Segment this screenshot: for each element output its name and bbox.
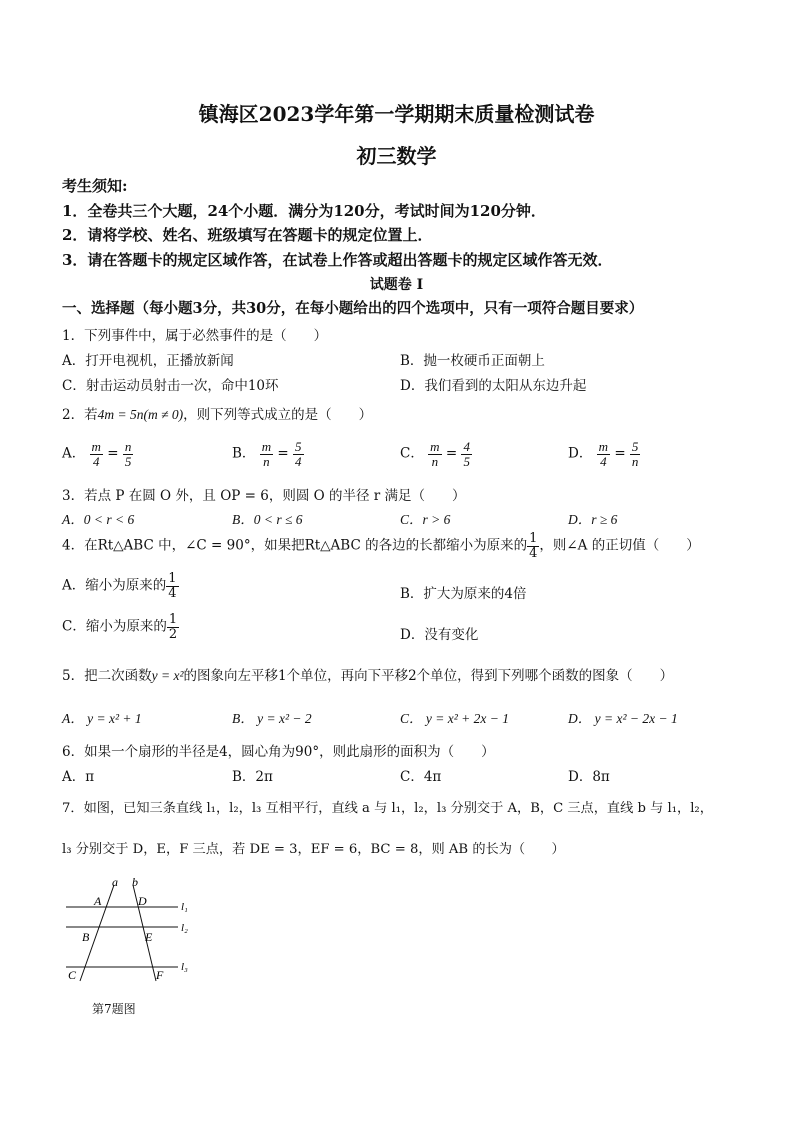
q2-d-right-frac: $\frac{5}{n}$ (631, 439, 639, 469)
label-F: F (156, 968, 164, 982)
q6-option-b: B．2π (232, 769, 273, 785)
q4-stem-post: ，则∠A 的正切值（ ） (539, 537, 700, 554)
q4-option-c-text: C．缩小为原来的 (62, 618, 167, 635)
q2-option-c-label: C． (400, 445, 424, 462)
q5-stem (62, 664, 673, 684)
q3-option-a: A．0 < r < 6 (62, 512, 135, 527)
label-C: C (68, 968, 77, 982)
q2-option-a-label: A． (62, 445, 86, 462)
q2-option-d-label: D． (568, 445, 593, 462)
q2-stem (62, 403, 372, 423)
q2-b-left-frac: $\frac{m}{n}$ (261, 439, 272, 469)
q2-b-right-frac: $\frac{5}{4}$ (295, 439, 302, 469)
q2-stem-pre: 2．若 (62, 407, 98, 423)
q3-option-d: D．r ≥ 6 (568, 512, 618, 527)
q5-option-a: A． y = x² + 1 (62, 711, 142, 726)
q2-c-right-frac: $\frac{4}{5}$ (463, 439, 470, 469)
q6-option-d: D．8π (568, 769, 610, 785)
q2-option-c: C． $\frac{m}{n}$ = $\frac{4}{5}$ (400, 439, 470, 469)
q4-option-a (62, 572, 179, 600)
notice-heading: 考生须知: (62, 177, 128, 195)
q5-stem-pre: 5．把二次函数 (62, 668, 152, 684)
q2-c-left-frac: $\frac{m}{n}$ (430, 439, 440, 469)
q3-stem: 3．若点 P 在圆 O 外，且 OP = 6，则圆 O 的半径 r 满足（ ） (62, 488, 466, 504)
q7-stem-line2: l₃ 分别交于 D，E，F 三点，若 DE = 3，EF = 6，BC = 8，则 AB 的长为（ ） (62, 842, 565, 857)
label-b: b (132, 875, 138, 889)
q4-option-c (62, 613, 179, 641)
label-D: D (138, 894, 147, 908)
q2-d-left-frac: $\frac{m}{4}$ (598, 439, 609, 469)
q6-option-a: A．π (62, 769, 95, 785)
notice-item-1: 1．全卷共三个大题，24个小题．满分为120分，考试时间为120分钟． (62, 202, 546, 220)
q5-option-b: B． y = x² − 2 (232, 711, 312, 726)
label-B: B (82, 930, 90, 944)
paper-label: 试题卷 I (369, 277, 424, 293)
q1-stem: 1．下列事件中，属于必然事件的是（ ） (62, 328, 328, 344)
q2-option-b: B． $\frac{m}{n}$ = $\frac{5}{4}$ (232, 439, 302, 469)
q3-option-b: B．0 < r ≤ 6 (232, 512, 303, 527)
q4-stem-frac: $\frac{1}{4}$ (529, 531, 538, 561)
exam-title: 镇海区2023学年第一学期期末质量检测试卷 (198, 102, 595, 126)
q4-stem-pre: 4．在Rt△ABC 中，∠C = 90°，如果把Rt△ABC 的各边的长都缩小为原来的 (62, 537, 528, 554)
label-l3: l₃ (181, 961, 188, 973)
label-a: a (112, 875, 118, 889)
q6-stem: 6．如果一个扇形的半径是4，圆心角为90°，则此扇形的面积为（ ） (62, 744, 495, 760)
q7-figure (60, 875, 210, 987)
section1-heading: 一、选择题（每小题3分，共30分，在每小题给出的四个选项中，只有一项符合题目要求） (62, 300, 644, 317)
q2-option-d: D． $\frac{m}{4}$ = $\frac{5}{n}$ (568, 439, 639, 469)
q2-a-right-frac: $\frac{n}{5}$ (124, 439, 132, 469)
q5-stem-math: y = x² (151, 668, 184, 683)
q5-option-d: D． y = x² − 2x − 1 (568, 711, 678, 726)
q2-stem-math: 4m = 5n(m ≠ 0) (97, 407, 184, 422)
q4-option-c-frac: $\frac{1}{2}$ (168, 612, 178, 642)
q1-option-b: B．抛一枚硬币正面朝上 (400, 353, 545, 369)
q4-option-a-text: A．缩小为原来的 (62, 577, 167, 594)
q2-stem-post: ，则下列等式成立的是（ ） (183, 407, 373, 423)
label-A: A (94, 894, 102, 908)
q5-option-c: C． y = x² + 2x − 1 (400, 711, 509, 726)
q5-stem-post: 的图象向左平移1个单位，再向下平移2个单位，得到下列哪个函数的图象（ ） (183, 668, 674, 684)
q3-option-c: C．r > 6 (400, 512, 451, 527)
q1-option-a: A．打开电视机，正播放新闻 (62, 353, 234, 369)
label-l2: l₂ (181, 922, 188, 934)
q1-option-c: C．射击运动员射击一次，命中10环 (62, 378, 279, 394)
label-E: E (145, 930, 153, 944)
notice-item-3: 3．请在答题卡的规定区域作答，在试卷上作答或超出答题卡的规定区域作答无效． (62, 251, 613, 269)
q2-option-a: A． $\frac{m}{4}$ = $\frac{n}{5}$ (62, 439, 132, 469)
q7-stem-line1: 7．如图，已知三条直线 l₁，l₂，l₃ 互相平行，直线 a 与 l₁，l₂，l₃ 分别交于 A，B，C 三点，直线 b 与 l₁，l₂， (62, 801, 713, 816)
notice-item-2: 2．请将学校、姓名、班级填写在答题卡的规定位置上． (62, 226, 433, 244)
q7-figure-caption: 第7题图 (92, 1002, 136, 1016)
q4-stem (62, 532, 700, 560)
q2-option-b-label: B． (232, 445, 256, 462)
q6-option-c: C．4π (400, 769, 442, 785)
q2-a-left-frac: $\frac{m}{4}$ (91, 439, 101, 469)
exam-subject: 初三数学 (356, 144, 437, 168)
q1-option-d: D．我们看到的太阳从东边升起 (400, 378, 587, 394)
q4-option-a-frac: $\frac{1}{4}$ (168, 571, 177, 601)
q4-option-b: B．扩大为原来的4倍 (400, 586, 527, 602)
q4-option-d: D．没有变化 (400, 627, 479, 643)
label-l1: l₁ (181, 901, 188, 913)
